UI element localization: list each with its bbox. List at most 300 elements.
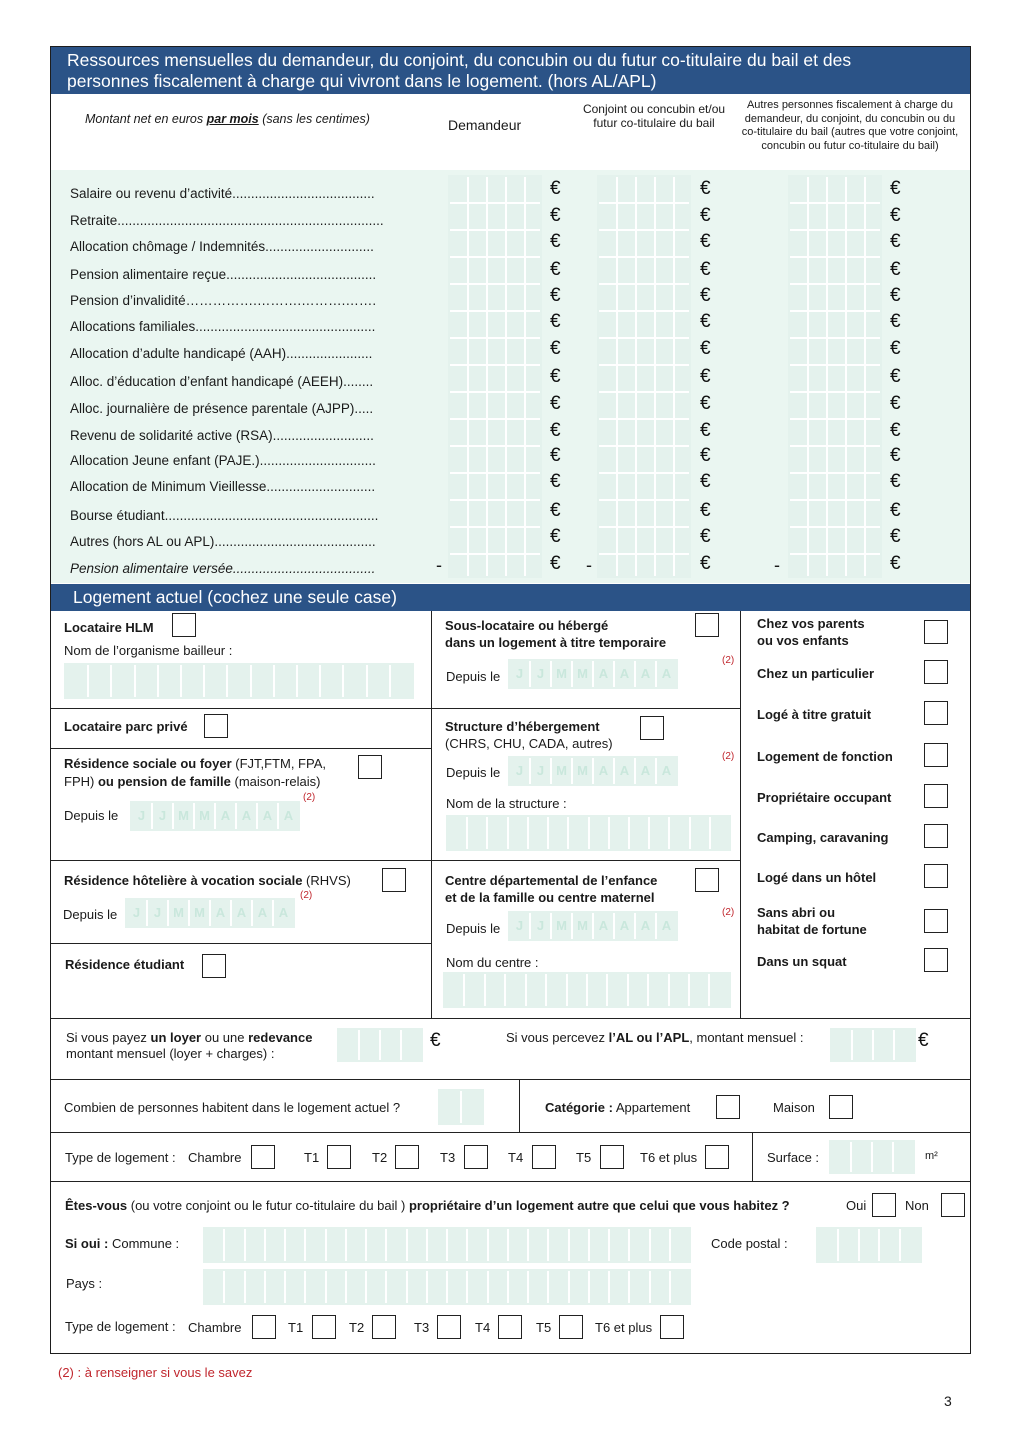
amount-column-0[interactable] (448, 175, 542, 578)
euro-sign: € (550, 526, 561, 547)
resource-row-label: Allocations familiales................................................ (70, 319, 376, 334)
input-cell (205, 1229, 225, 1261)
type-4-checkbox[interactable] (498, 1315, 522, 1339)
euro-sign: € (700, 445, 711, 466)
type-logement-label: Type de logement : (65, 1319, 176, 1334)
input-cell (327, 1271, 347, 1303)
euro-sign: € (890, 471, 901, 492)
nb-personnes-input[interactable] (438, 1089, 484, 1125)
input-cell (651, 1229, 671, 1261)
input-cell: J (531, 661, 552, 687)
resource-row-label: Salaire ou revenu d’activité...................................... (70, 186, 375, 201)
euro-sign: € (550, 553, 561, 574)
depuis-label: Depuis le (446, 921, 501, 936)
input-cell: A (636, 913, 657, 939)
input-cell: J (510, 913, 531, 939)
input-cell (671, 1271, 689, 1303)
input-cell (347, 1271, 367, 1303)
col-demandeur: Demandeur (448, 117, 522, 133)
type-1-label: T1 (288, 1320, 304, 1335)
input-cell (630, 817, 650, 849)
input-cell (347, 1229, 367, 1261)
type-4-label: T4 (475, 1320, 491, 1335)
depuis-label: Depuis le (64, 808, 119, 823)
euro-sign: € (700, 205, 711, 226)
input-cell (629, 974, 649, 1006)
input-cell (298, 665, 321, 697)
al-apl-amount-input[interactable] (830, 1028, 916, 1062)
input-cell (360, 1030, 381, 1060)
input-cell (339, 1030, 360, 1060)
input-cell (608, 974, 628, 1006)
input-cell (649, 974, 669, 1006)
euro-sign: € (550, 231, 561, 252)
resource-row-label: Allocation de Minimum Vieillesse............................. (70, 479, 376, 494)
nom-structure-input[interactable] (446, 815, 731, 851)
input-cell: J (148, 900, 169, 926)
euro-sign: € (550, 285, 561, 306)
m2-label: m² (925, 1150, 938, 1162)
input-cell: A (278, 905, 289, 920)
input-cell (630, 1271, 650, 1303)
input-cell (205, 665, 228, 697)
input-cell (266, 1271, 286, 1303)
nom-structure-label: Nom de la structure : (446, 796, 567, 811)
input-cell (468, 1271, 488, 1303)
input-cell (670, 817, 690, 849)
nom-organisme-label: Nom de l’organisme bailleur : (64, 643, 233, 658)
logement-option-checkbox[interactable] (924, 743, 948, 767)
euro-sign: € (700, 178, 711, 199)
input-cell (428, 1229, 448, 1261)
code-postal-input[interactable] (816, 1227, 922, 1263)
input-cell (445, 974, 465, 1006)
input-cell: M (190, 900, 211, 926)
resource-row-label: Alloc. journalière de présence parentale (AJPP)..... (70, 401, 374, 416)
footnote: (2) : à renseigner si vous le savez (58, 1365, 253, 1380)
input-cell (710, 974, 728, 1006)
input-cell: M (552, 661, 573, 687)
input-cell (651, 1271, 671, 1303)
euro-sign: € (550, 366, 561, 387)
logement-option-checkbox[interactable] (924, 784, 948, 808)
input-cell (228, 665, 251, 697)
input-cell: M (169, 900, 190, 926)
resource-row-label: Pension alimentaire reçue........................................ (70, 267, 377, 282)
input-cell (690, 974, 710, 1006)
input-cell (549, 1271, 569, 1303)
input-cell (547, 974, 567, 1006)
euro-sign: € (550, 338, 561, 359)
surface-label: Surface : (767, 1150, 820, 1165)
input-cell: A (237, 803, 258, 829)
note-ref: (2) (303, 792, 316, 803)
logement-option-checkbox[interactable] (924, 948, 948, 972)
input-cell (321, 665, 344, 697)
input-cell: A (232, 900, 253, 926)
minus-sign: - (774, 555, 780, 575)
type-0-checkbox[interactable] (251, 1145, 275, 1169)
input-cell (402, 1030, 421, 1060)
section-logement-header (51, 584, 970, 611)
euro-sign: € (550, 259, 561, 280)
input-cell (691, 817, 711, 849)
input-cell: A (661, 763, 672, 778)
input-cell (588, 974, 608, 1006)
logement-option-label: Propriétaire occupant (757, 790, 892, 805)
input-cell (549, 817, 569, 849)
type-3-checkbox[interactable] (437, 1315, 461, 1339)
input-cell: A (661, 918, 672, 933)
rhvs-label: Résidence hôtelière à vocation sociale (RHVS) (64, 873, 351, 888)
logement-option-checkbox[interactable] (924, 909, 948, 933)
type-5-label: T5 (576, 1150, 592, 1165)
input-cell (860, 1229, 881, 1261)
input-cell: J (132, 803, 153, 829)
input-cell (610, 817, 630, 849)
resource-row-label: Allocation Jeune enfant (PAJE.)............................... (70, 453, 376, 468)
euro-sign: € (890, 311, 901, 332)
type-6-checkbox[interactable] (660, 1315, 684, 1339)
input-cell (275, 665, 298, 697)
input-cell (205, 1271, 225, 1303)
type-6-checkbox[interactable] (705, 1145, 729, 1169)
input-cell (448, 1229, 468, 1261)
input-cell: A (636, 758, 657, 784)
type-3-checkbox[interactable] (464, 1145, 488, 1169)
input-cell: M (174, 803, 195, 829)
type-5-label: T5 (536, 1320, 552, 1335)
input-cell (391, 665, 412, 697)
input-cell (89, 665, 112, 697)
minus-sign: - (436, 555, 442, 575)
structure-label2: (CHRS, CHU, CADA, autres) (445, 736, 613, 751)
input-cell (880, 1229, 901, 1261)
resource-row-label: Pension d’invalidité…………….……….……….……. (70, 293, 377, 308)
input-cell: A (661, 666, 672, 681)
type-2-label: T2 (372, 1150, 388, 1165)
nom-centre-input[interactable] (443, 972, 731, 1008)
euro-sign: € (890, 259, 901, 280)
input-cell (549, 1229, 569, 1261)
euro-sign: € (890, 205, 901, 226)
logement-option-checkbox[interactable] (924, 701, 948, 725)
type-3-label: T3 (414, 1320, 430, 1335)
page-number: 3 (944, 1393, 952, 1409)
sous-locataire-label: Sous-locataire ou hébergé (445, 618, 609, 633)
euro-sign: € (890, 553, 901, 574)
logement-option-label: Chez vos parents ou vos enfants (757, 616, 865, 648)
appartement-checkbox[interactable] (716, 1095, 740, 1119)
input-cell (448, 817, 468, 849)
input-cell: A (283, 808, 294, 823)
input-cell (367, 1271, 387, 1303)
type-2-checkbox[interactable] (395, 1145, 419, 1169)
note-ref: (2) (300, 890, 313, 901)
input-cell (671, 1229, 689, 1261)
input-cell (569, 817, 589, 849)
al-apl-label: Si vous percevez l’AL ou l’APL, montant mensuel : (506, 1030, 804, 1045)
input-cell (225, 1229, 245, 1261)
input-cell: J (510, 758, 531, 784)
euro-sign: € (550, 205, 561, 226)
nom-organisme-input[interactable] (64, 663, 414, 699)
input-cell: J (127, 900, 148, 926)
euro-sign: € (700, 259, 711, 280)
input-cell: M (573, 913, 594, 939)
input-cell: A (211, 900, 232, 926)
sous-locataire-label2: dans un logement à titre temporaire (445, 635, 667, 650)
euro-sign: € (700, 500, 711, 521)
input-cell (489, 1229, 509, 1261)
input-cell (853, 1030, 874, 1060)
logement-option-checkbox[interactable] (924, 660, 948, 684)
residence-etudiant-checkbox[interactable] (202, 954, 226, 978)
input-cell (488, 817, 508, 849)
depuis-label: Depuis le (446, 669, 501, 684)
euro-sign: € (550, 500, 561, 521)
pays-label: Pays : (66, 1276, 103, 1291)
input-cell (590, 1271, 610, 1303)
euro-sign: € (890, 526, 901, 547)
pays-input[interactable] (203, 1269, 691, 1305)
input-cell: A (594, 758, 615, 784)
input-cell: A (253, 900, 274, 926)
locataire-prive-label: Locataire parc privé (64, 719, 188, 734)
non-label: Non (905, 1198, 929, 1213)
sous-locataire-checkbox[interactable] (695, 613, 719, 637)
input-cell (527, 974, 547, 1006)
input-cell (894, 1142, 913, 1172)
input-cell (381, 1030, 402, 1060)
input-cell (368, 665, 391, 697)
rhvs-date[interactable] (125, 898, 295, 928)
input-cell (387, 1271, 407, 1303)
input-cell (112, 665, 135, 697)
logement-option-checkbox[interactable] (924, 620, 948, 644)
centre-date[interactable] (508, 911, 678, 941)
input-cell (486, 974, 506, 1006)
nom-centre-label: Nom du centre : (446, 955, 539, 970)
input-cell (895, 1030, 914, 1060)
residence-sociale-label2: FPH) ou pension de famille (maison-relais) (64, 774, 321, 789)
euro-sign: € (700, 338, 711, 359)
si-oui-commune: Si oui : Commune : (65, 1236, 180, 1251)
input-cell (852, 1142, 873, 1172)
input-cell (610, 1271, 630, 1303)
resource-row-label: Autres (hors AL ou APL)........................................... (70, 534, 376, 549)
type-4-label: T4 (508, 1150, 524, 1165)
logement-option-checkbox[interactable] (924, 824, 948, 848)
residence-sociale-checkbox[interactable] (358, 755, 382, 779)
surface-input[interactable] (829, 1140, 915, 1174)
input-cell (590, 817, 610, 849)
structure-date[interactable] (508, 756, 678, 786)
input-cell (327, 1229, 347, 1261)
input-cell (818, 1229, 839, 1261)
amount-column-1[interactable] (597, 175, 691, 578)
type-1-label: T1 (304, 1150, 320, 1165)
input-cell (252, 665, 275, 697)
type-1-checkbox[interactable] (327, 1145, 351, 1169)
input-cell (529, 1271, 549, 1303)
euro-sign: € (700, 420, 711, 441)
section-title-line2: personnes fiscalement à charge qui vivront dans le logement. (hors AL/APL) (67, 71, 657, 91)
type-1-checkbox[interactable] (312, 1315, 336, 1339)
logement-option-label: Logé dans un hôtel (757, 870, 877, 885)
input-cell (159, 665, 182, 697)
input-cell (529, 817, 549, 849)
locataire-hlm-label: Locataire HLM (64, 620, 154, 635)
input-cell (286, 1229, 306, 1261)
type-5-checkbox[interactable] (559, 1315, 583, 1339)
resource-row-label: Allocation d’adulte handicapé (AAH)....................... (70, 346, 373, 361)
structure-checkbox[interactable] (640, 716, 664, 740)
centre-label2: et de la famille ou centre maternel (445, 890, 655, 905)
input-cell (408, 1229, 428, 1261)
input-cell: M (573, 758, 594, 784)
type-0-checkbox[interactable] (252, 1315, 276, 1339)
resource-row-label: Revenu de solidarité active (RSA)........................... (70, 428, 374, 443)
logement-option-checkbox[interactable] (924, 864, 948, 888)
input-cell (136, 665, 159, 697)
type-6-label: T6 et plus (595, 1320, 653, 1335)
note-ref: (2) (722, 751, 735, 762)
input-cell (650, 817, 670, 849)
input-cell (440, 1091, 462, 1123)
categorie-label: Catégorie : Appartement (545, 1100, 691, 1115)
residence-etudiant-label: Résidence étudiant (65, 957, 185, 972)
input-cell (428, 1271, 448, 1303)
input-cell: M (552, 913, 573, 939)
loyer-label: Si vous payez un loyer ou une redevance (66, 1030, 313, 1045)
euro-sign: € (550, 471, 561, 492)
euro-sign: € (430, 1030, 441, 1051)
loyer-label2: montant mensuel (loyer + charges) : (66, 1046, 275, 1061)
residence-sociale-label: Résidence sociale ou foyer (FJT,FTM, FPA, (64, 756, 326, 771)
input-cell (670, 974, 690, 1006)
type-4-checkbox[interactable] (532, 1145, 556, 1169)
input-cell (529, 1229, 549, 1261)
logement-option-label: Chez un particulier (757, 666, 875, 681)
rhvs-checkbox[interactable] (382, 868, 406, 892)
type-2-checkbox[interactable] (372, 1315, 396, 1339)
input-cell (873, 1142, 894, 1172)
input-cell (468, 1229, 488, 1261)
logement-option-label: Camping, caravaning (757, 830, 889, 845)
input-cell (630, 1229, 650, 1261)
code-postal-label: Code postal : (711, 1236, 788, 1251)
proprietaire-question: Êtes-vous (ou votre conjoint ou le futur co-titulaire du bail ) propriétaire d’un logement autre que celui que vous habitez ? (65, 1198, 790, 1213)
input-cell (831, 1142, 852, 1172)
input-cell (246, 1229, 266, 1261)
oui-checkbox[interactable] (872, 1193, 896, 1217)
input-cell (246, 1271, 266, 1303)
depuis-label: Depuis le (63, 907, 118, 922)
centre-checkbox[interactable] (695, 868, 719, 892)
input-cell (839, 1229, 860, 1261)
input-cell (901, 1229, 920, 1261)
loyer-amount-input[interactable] (337, 1028, 423, 1062)
commune-input[interactable] (203, 1227, 691, 1263)
oui-label: Oui (846, 1198, 867, 1213)
resource-row-label: Bourse étudiant......................................................... (70, 508, 379, 523)
type-0-label: Chambre (188, 1150, 242, 1165)
resource-row-label: Allocation chômage / Indemnités............................. (70, 239, 374, 254)
input-cell (367, 1229, 387, 1261)
type-2-label: T2 (349, 1320, 365, 1335)
input-cell: A (594, 661, 615, 687)
combien-label: Combien de personnes habitent dans le logement actuel ? (64, 1100, 401, 1115)
input-cell (509, 1271, 529, 1303)
euro-sign: € (700, 366, 711, 387)
euro-sign: € (700, 393, 711, 414)
euro-sign: € (890, 420, 901, 441)
input-cell: M (552, 758, 573, 784)
input-cell: A (615, 758, 636, 784)
residence-sociale-date[interactable] (130, 801, 300, 831)
euro-sign: € (700, 471, 711, 492)
amount-column-2[interactable] (788, 175, 882, 578)
input-cell (832, 1030, 853, 1060)
locataire-hlm-checkbox[interactable] (172, 613, 196, 637)
euro-sign: € (700, 231, 711, 252)
input-cell (66, 665, 89, 697)
non-checkbox[interactable] (941, 1193, 965, 1217)
euro-sign: € (890, 231, 901, 252)
centre-label: Centre départemental de l’enfance (445, 873, 658, 888)
resource-row-label: Retraite....................................................................... (70, 213, 384, 228)
depuis-label: Depuis le (446, 765, 501, 780)
note-ref: (2) (722, 655, 735, 666)
input-cell: M (195, 803, 216, 829)
input-cell: J (531, 758, 552, 784)
input-cell (509, 817, 529, 849)
euro-sign: € (890, 366, 901, 387)
euro-sign: € (890, 285, 901, 306)
col-autres: Autres personnes fiscalement à charge du demandeur, du conjoint, du concubin ou du co-titulaire du bail (autres que votre conjoint, concubin ou futur co-titulaire du bail) (741, 99, 959, 153)
note-ref: (2) (722, 907, 735, 918)
type-6-label: T6 et plus (640, 1150, 698, 1165)
type-logement-label: Type de logement : (65, 1150, 176, 1165)
maison-checkbox[interactable] (829, 1095, 853, 1119)
input-cell (286, 1271, 306, 1303)
input-cell (448, 1271, 468, 1303)
input-cell (570, 1271, 590, 1303)
resource-row-label: Alloc. d’éducation d’enfant handicapé (AEEH)........ (70, 374, 374, 389)
input-cell (874, 1030, 895, 1060)
input-cell (568, 974, 588, 1006)
locataire-prive-checkbox[interactable] (204, 714, 228, 738)
euro-sign: € (890, 393, 901, 414)
euro-sign: € (890, 500, 901, 521)
sous-locataire-date[interactable] (508, 659, 678, 689)
euro-sign: € (550, 393, 561, 414)
logement-option-label: Dans un squat (757, 954, 847, 969)
type-5-checkbox[interactable] (600, 1145, 624, 1169)
input-cell (468, 817, 488, 849)
col-conjoint: Conjoint ou concubin et/ou futur co-titulaire du bail (582, 102, 726, 130)
input-cell: A (594, 913, 615, 939)
input-cell: A (258, 803, 279, 829)
input-cell (344, 665, 367, 697)
maison-label: Maison (773, 1100, 815, 1115)
input-cell: A (615, 913, 636, 939)
euro-sign: € (700, 311, 711, 332)
input-cell: J (531, 913, 552, 939)
input-cell: J (153, 803, 174, 829)
input-cell (506, 974, 526, 1006)
